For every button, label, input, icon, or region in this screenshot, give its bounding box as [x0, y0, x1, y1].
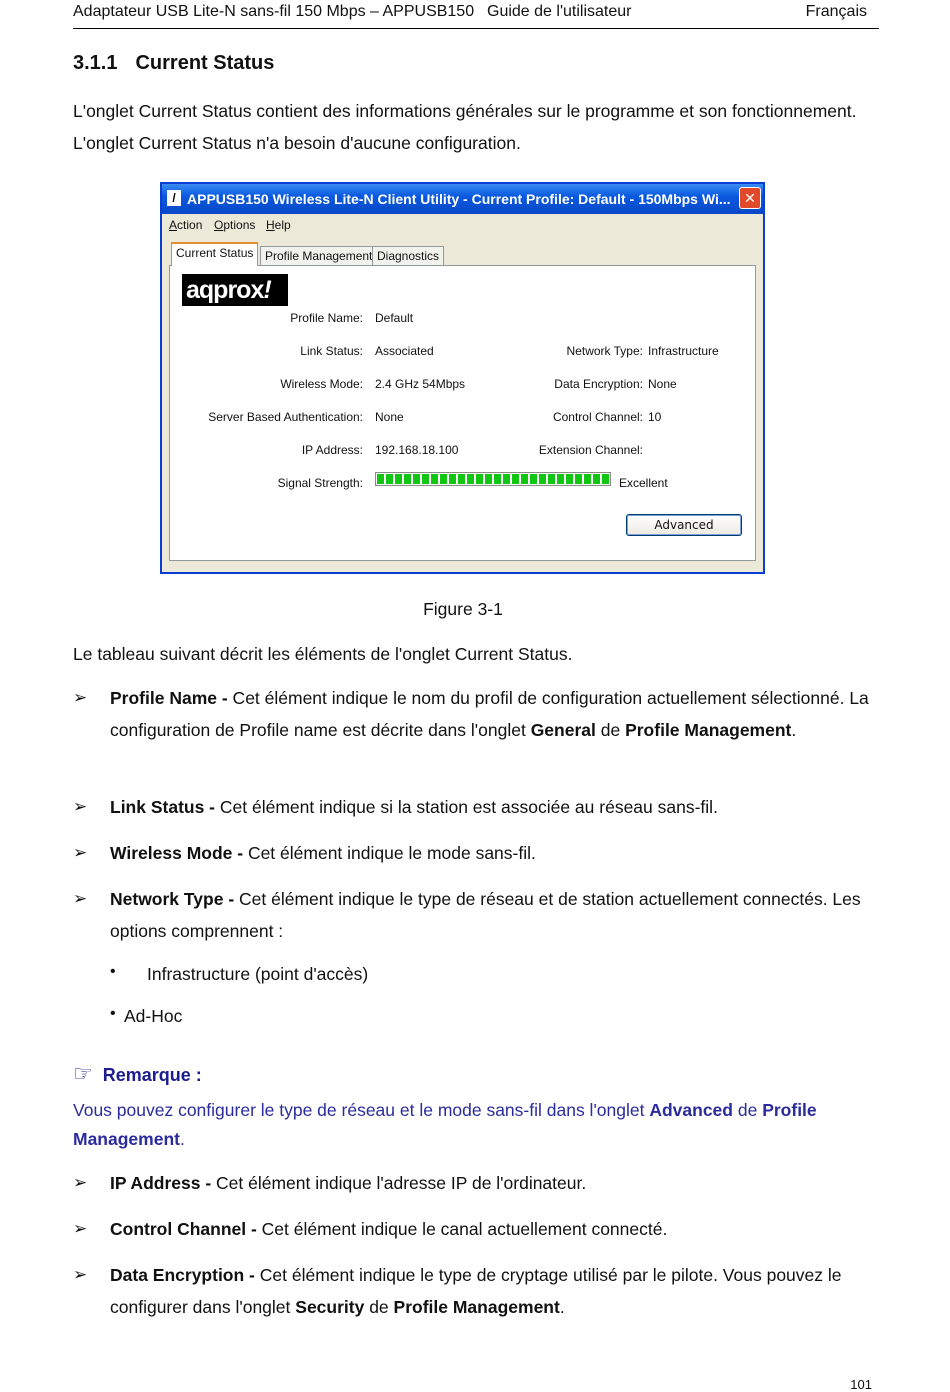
- pointing-hand-icon: ☞: [73, 1061, 93, 1086]
- ip-address-label: IP Address:: [301, 443, 363, 457]
- advanced-button[interactable]: Advanced: [626, 514, 742, 536]
- dot-bullet-icon: •: [110, 1005, 116, 1022]
- link-status-value: Associated: [375, 344, 434, 358]
- arrow-bullet-icon: ➢: [73, 1265, 88, 1284]
- network-type-label: Network Type:: [566, 344, 643, 358]
- menu-help[interactable]: Help: [266, 218, 291, 232]
- item-control-channel: Control Channel - Cet élément indique le canal actuellement connecté.: [110, 1219, 668, 1239]
- item-profile-name: Profile Name - Cet élément indique le nom du profil de configuration actuellement sélectionné. La configuration de Profile name est décrite dans l'onglet General de Profile Management.: [110, 688, 869, 740]
- network-type-value: Infrastructure: [648, 344, 719, 358]
- profile-name-label: Profile Name:: [290, 311, 363, 325]
- ip-address-value: 192.168.18.100: [375, 443, 459, 457]
- page-number: 101: [850, 1377, 872, 1392]
- menu-action[interactable]: Action: [169, 218, 203, 232]
- page-header: [73, 0, 879, 29]
- server-auth-label: Server Based Authentication:: [208, 410, 363, 424]
- intro-paragraph: L'onglet Current Status contient des informations générales sur le programme et son fonctionnement. L'onglet Current Status n'a besoin d'aucune configuration.: [73, 101, 857, 153]
- wireless-mode-value: 2.4 GHz 54Mbps: [375, 377, 466, 391]
- tab-diagnostics[interactable]: Diagnostics: [372, 246, 444, 265]
- arrow-bullet-icon: ➢: [73, 688, 88, 707]
- tab-profile-management[interactable]: Profile Management: [260, 246, 377, 265]
- option-adhoc: Ad-Hoc: [124, 1006, 183, 1026]
- signal-strength-value: Excellent: [619, 476, 668, 490]
- arrow-bullet-icon: ➢: [73, 1173, 88, 1192]
- arrow-bullet-icon: ➢: [73, 889, 88, 908]
- section-title: Current Status: [135, 52, 275, 74]
- dot-bullet-icon: •: [110, 963, 116, 980]
- header-title: Adaptateur USB Lite-N sans-fil 150 Mbps – APPUSB150: [73, 3, 475, 20]
- wireless-mode-label: Wireless Mode:: [280, 377, 363, 391]
- server-auth-value: None: [375, 410, 404, 424]
- control-channel-value: 10: [648, 410, 662, 424]
- data-encryption-value: None: [648, 377, 677, 391]
- signal-strength-fill: [377, 474, 609, 484]
- arrow-bullet-icon: ➢: [73, 843, 88, 862]
- table-intro: Le tableau suivant décrit les éléments de l'onglet Current Status.: [73, 644, 573, 664]
- arrow-bullet-icon: ➢: [73, 1219, 88, 1238]
- section-number: 3.1.1: [73, 52, 118, 74]
- item-wireless-mode: Wireless Mode - Cet élément indique le mode sans-fil.: [110, 843, 536, 863]
- item-network-type: Network Type - Cet élément indique le type de réseau et de station actuellement connectés. Les options comprennent :: [110, 889, 861, 941]
- signal-strength-bar: [375, 472, 611, 486]
- item-data-encryption: Data Encryption - Cet élément indique le type de cryptage utilisé par le pilote. Vous pouvez le configurer dans l'onglet Security de Profile Management.: [110, 1265, 842, 1317]
- extension-channel-label: Extension Channel:: [538, 443, 643, 457]
- note-text: Vous pouvez configurer le type de réseau et le mode sans-fil dans l'onglet Advanced de Profile Management.: [73, 1100, 817, 1149]
- signal-strength-label: Signal Strength:: [277, 476, 363, 490]
- header-language: Français: [805, 3, 867, 20]
- section-heading: [73, 52, 274, 75]
- figure-caption: Figure 3-1: [423, 599, 503, 619]
- option-infrastructure: Infrastructure (point d'accès): [147, 964, 369, 984]
- dialog-title: APPUSB150 Wireless Lite-N Client Utility - Current Profile: Default - 150Mbps Wi...: [187, 191, 731, 207]
- dialog-titlebar[interactable]: [162, 184, 763, 214]
- current-status-panel: [169, 265, 756, 561]
- menu-bar: [162, 214, 763, 236]
- item-ip-address: IP Address - Cet élément indique l'adresse IP de l'ordinateur.: [110, 1173, 587, 1193]
- data-encryption-label: Data Encryption:: [554, 377, 643, 391]
- profile-name-value: Default: [375, 311, 414, 325]
- arrow-bullet-icon: ➢: [73, 797, 88, 816]
- note-heading: ☞ Remarque :: [73, 1061, 202, 1086]
- tab-current-status[interactable]: Current Status: [171, 242, 258, 266]
- menu-options[interactable]: Options: [214, 218, 256, 232]
- item-link-status: Link Status - Cet élément indique si la station est associée au réseau sans-fil.: [110, 797, 718, 817]
- header-guide: Guide de l'utilisateur: [487, 3, 632, 20]
- app-logo-icon: /: [167, 190, 181, 206]
- utility-dialog: [160, 182, 765, 574]
- close-button[interactable]: ✕: [739, 187, 761, 209]
- control-channel-label: Control Channel:: [552, 410, 643, 424]
- brand-logo: aqprox!: [182, 274, 288, 306]
- link-status-label: Link Status:: [300, 344, 363, 358]
